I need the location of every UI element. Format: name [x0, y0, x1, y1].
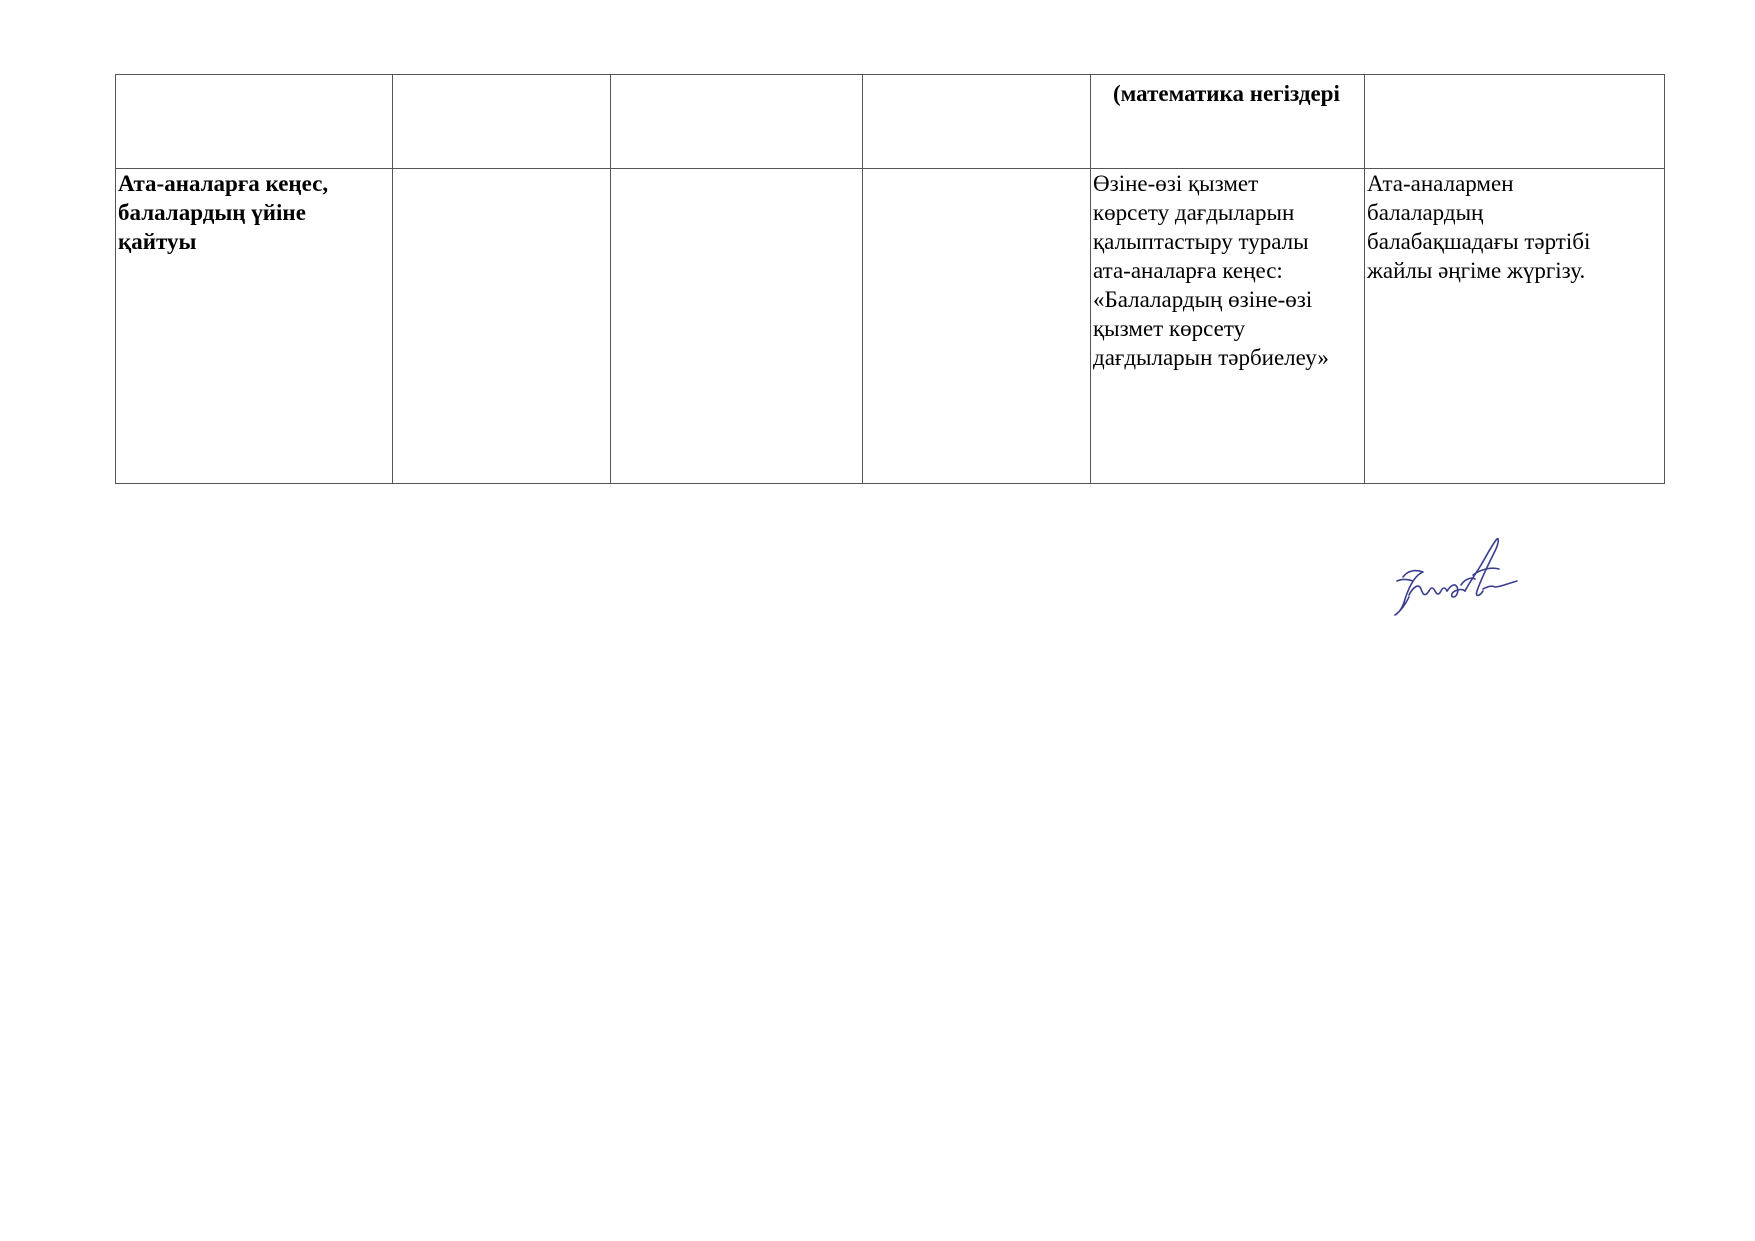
table-cell-empty	[1365, 75, 1665, 169]
table-row	[116, 75, 1665, 169]
table-cell-parent-consultation	[1091, 169, 1365, 484]
handwritten-signature	[1385, 535, 1530, 625]
activity-title-line: Ата-аналарға кеңес,	[118, 171, 329, 196]
activity-title-line: балалардың үйіне	[118, 200, 306, 225]
consultation-line: «Балалардың өзіне-өзі	[1093, 287, 1313, 312]
math-basics-text: (математика негіздері	[1113, 81, 1340, 106]
table-cell-parent-talk	[1365, 169, 1665, 484]
table-cell-empty	[611, 169, 863, 484]
table-cell-activity-title	[116, 169, 393, 484]
table-row	[116, 169, 1665, 484]
parent-talk-line: Ата-аналармен	[1367, 171, 1514, 196]
parent-talk-line: жайлы әңгіме жүргізу.	[1367, 258, 1586, 283]
table-cell-empty	[393, 75, 611, 169]
consultation-line: қызмет көрсету	[1093, 316, 1246, 341]
table-cell-empty	[863, 75, 1091, 169]
daily-plan-table	[115, 74, 1665, 484]
signature-strokes	[1395, 539, 1517, 615]
consultation-line: дағдыларын тәрбиелеу»	[1093, 345, 1329, 370]
parent-talk-line: балабақшадағы тәртібі	[1367, 229, 1591, 254]
consultation-line: Өзіне-өзі қызмет	[1093, 171, 1259, 196]
consultation-line: көрсету дағдыларын	[1093, 200, 1295, 225]
activity-title-line: қайтуы	[118, 229, 197, 254]
table-cell-math-basics	[1091, 75, 1365, 169]
table-cell-empty	[863, 169, 1091, 484]
table-cell-empty	[393, 169, 611, 484]
consultation-line: қалыптастыру туралы	[1093, 229, 1309, 254]
table-cell-empty	[611, 75, 863, 169]
consultation-line: ата-аналарға кеңес:	[1093, 258, 1283, 283]
parent-talk-line: балалардың	[1367, 200, 1484, 225]
table-cell-empty	[116, 75, 393, 169]
